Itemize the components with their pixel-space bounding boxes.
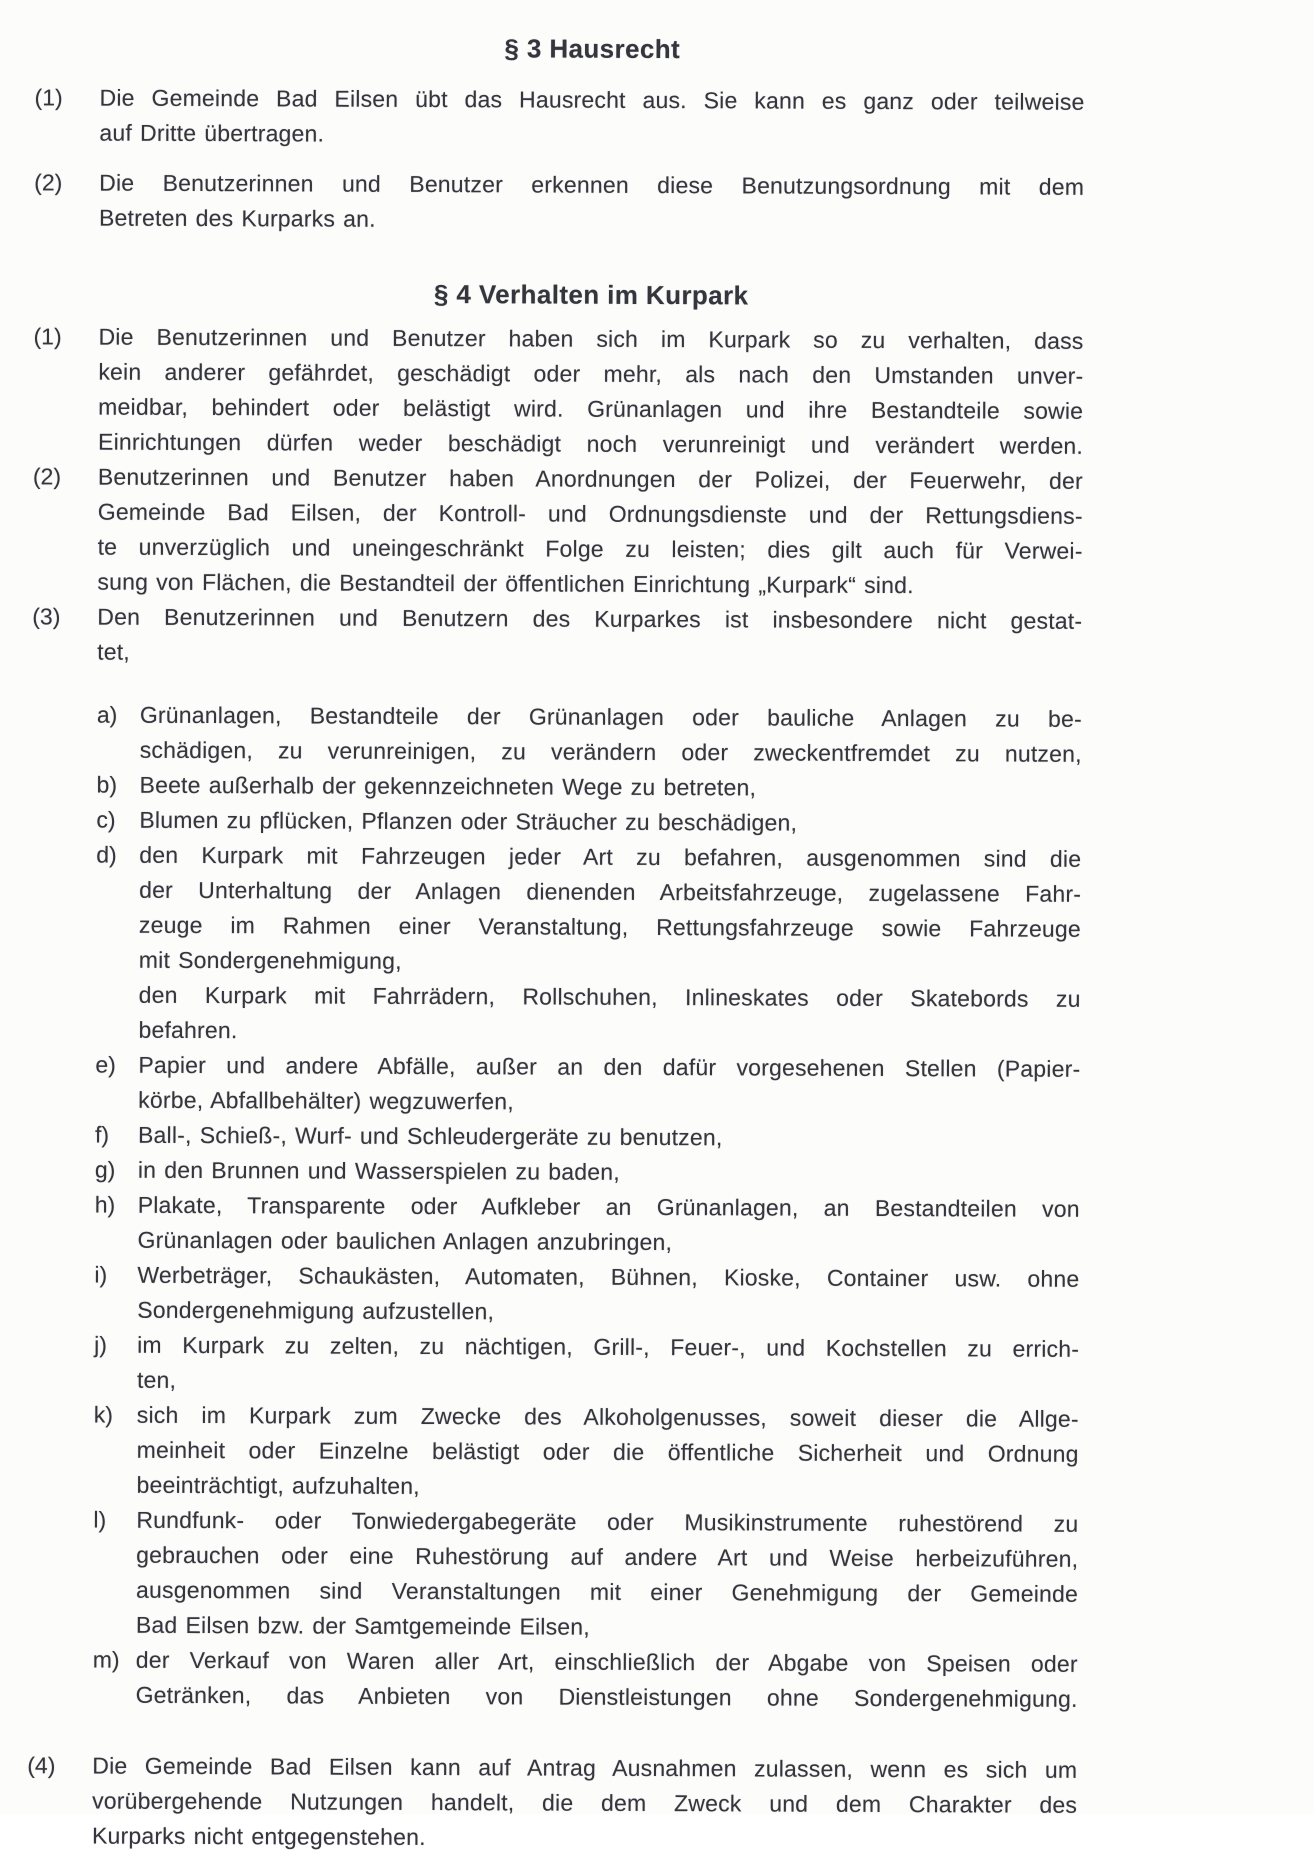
list-item-b xyxy=(96,768,1081,807)
text-line: beeinträchtigt, aufzuhalten, xyxy=(136,1471,420,1499)
paragraph-text xyxy=(98,320,1084,464)
list-item-marker: l) xyxy=(93,1506,107,1533)
text-line: Benutzerinnen und Benutzer haben Anordnungen der Polizei, der Feuerwehr, der xyxy=(97,463,1083,494)
paragraph-text xyxy=(92,1749,1077,1858)
paragraph-s3-1 xyxy=(34,80,1084,155)
paragraph-s4-1 xyxy=(33,319,1084,464)
text-line: gebrauchen oder eine Ruhestörung auf andere Art und Weise herbeizuführen, xyxy=(136,1541,1079,1572)
list-item-m xyxy=(93,1643,1078,1717)
text-line: ausgenommen sind Veranstaltungen mit einer Genehmigung der Gemeinde xyxy=(136,1576,1079,1607)
paragraph-marker: (2) xyxy=(34,169,63,196)
section-4-heading: § 4 Verhalten im Kurpark xyxy=(433,279,749,311)
section-3-heading: § 3 Hausrecht xyxy=(504,33,681,65)
text-line: Getränken, das Anbieten von Dienstleistungen ohne Sondergenehmigung. xyxy=(135,1681,1078,1712)
list-item-text xyxy=(138,1153,1080,1192)
list-item-marker: i) xyxy=(94,1261,108,1288)
text-line: mit Sondergenehmigung, xyxy=(138,946,402,974)
paragraph-s4-3 xyxy=(32,599,1082,674)
paragraph-text xyxy=(99,166,1084,240)
list-item-text xyxy=(136,1503,1079,1647)
text-line: Rundfunk- oder Tonwiedergabegeräte oder Musikinstrumente ruhestörend zu xyxy=(136,1506,1079,1537)
text-line: auf Dritte übertragen. xyxy=(99,119,325,147)
list-item-marker: a) xyxy=(96,701,118,728)
list-item-d xyxy=(95,838,1081,1052)
text-line: Die Benutzerinnen und Benutzer erkennen diese Benutzungsordnung mit dem xyxy=(99,169,1085,200)
list-item-text xyxy=(138,1118,1080,1157)
paragraph-marker: (4) xyxy=(27,1752,56,1779)
list-item-marker: c) xyxy=(96,806,116,833)
list-item-l xyxy=(93,1503,1079,1647)
list-item-c xyxy=(96,803,1081,842)
list-item-f xyxy=(95,1118,1080,1157)
paragraph-text xyxy=(97,600,1082,674)
text-line: Kurparks nicht entgegenstehen. xyxy=(91,1822,426,1851)
list-item-text xyxy=(136,1398,1078,1507)
list-item-marker: f) xyxy=(94,1121,110,1148)
paragraph-marker: (1) xyxy=(33,323,62,350)
text-line: Grünanlagen oder baulichen Anlagen anzubringen, xyxy=(137,1226,673,1256)
text-line: Grünanlagen, Bestandteile der Grünanlagen oder bauliche Anlagen zu be- xyxy=(139,701,1082,732)
list-item-i xyxy=(94,1258,1079,1332)
paragraph-s4-2 xyxy=(32,459,1083,604)
list-item-text xyxy=(137,1258,1079,1332)
text-line: Gemeinde Bad Eilsen, der Kontroll- und Ordnungsdienste und der Rettungsdiens- xyxy=(97,498,1083,529)
list-item-a xyxy=(97,698,1082,772)
text-line: befahren. xyxy=(138,1016,238,1044)
prohibition-list xyxy=(93,698,1082,1717)
list-item-text xyxy=(139,768,1081,807)
text-line: zeuge im Rahmen einer Veranstaltung, Rettungsfahrzeuge sowie Fahrzeuge xyxy=(138,911,1082,942)
list-item-text xyxy=(136,1643,1078,1717)
paragraph-s3-2 xyxy=(34,165,1084,240)
list-item-k xyxy=(93,1398,1078,1507)
list-item-text xyxy=(138,838,1081,1052)
text-line: Die Gemeinde Bad Eilsen kann auf Antrag Ausnahmen zulassen, wenn es sich um xyxy=(92,1752,1078,1783)
list-item-text xyxy=(137,1328,1079,1402)
text-line: Papier und andere Abfälle, außer an den dafür vorgesehenen Stellen (Papier- xyxy=(138,1051,1081,1082)
paragraph-marker: (3) xyxy=(32,603,61,630)
text-line: Bad Eilsen bzw. der Samtgemeinde Eilsen, xyxy=(135,1611,590,1640)
text-line: Beete außerhalb der gekennzeichneten Wege zu betreten, xyxy=(139,771,757,801)
list-item-marker: b) xyxy=(96,771,118,798)
text-line: im Kurpark zu zelten, zu nächtigen, Grill-, Feuer-, und Kochstellen zu errich- xyxy=(137,1331,1080,1362)
list-item-marker: j) xyxy=(94,1331,107,1358)
text-line: Ball-, Schieß-, Wurf- und Schleudergeräte zu benutzen, xyxy=(137,1121,723,1151)
text-line: sich im Kurpark zum Zwecke des Alkoholgenusses, soweit dieser die Allge- xyxy=(136,1401,1079,1432)
text-line: tet, xyxy=(97,638,130,665)
list-item-g xyxy=(95,1153,1080,1192)
text-line: Werbeträger, Schaukästen, Automaten, Bühnen, Kioske, Container usw. ohne xyxy=(137,1261,1080,1292)
text-line: Sondergenehmigung aufzustellen, xyxy=(137,1296,495,1325)
list-item-marker: m) xyxy=(92,1646,120,1673)
list-item-marker: k) xyxy=(93,1401,114,1428)
text-line: Einrichtungen dürfen weder beschädigt noch verunreinigt und verändert werden. xyxy=(98,428,1084,459)
text-line: kein anderer gefährdet, geschädigt oder mehr, als nach den Umstanden unver- xyxy=(98,358,1084,389)
list-item-marker: e) xyxy=(95,1051,116,1078)
text-line: in den Brunnen und Wasserspielen zu baden, xyxy=(137,1156,620,1185)
text-line: sung von Flächen, die Bestandteil der öffentlichen Einrichtung „Kurpark“ sind. xyxy=(97,568,914,599)
text-line: den Kurpark mit Fahrzeugen jeder Art zu befahren, ausgenommen sind die xyxy=(139,841,1082,872)
list-item-h xyxy=(95,1188,1080,1262)
text-line: vorübergehende Nutzungen handelt, die dem Zweck und dem Charakter des xyxy=(92,1787,1078,1818)
text-line: der Unterhaltung der Anlagen dienenden Arbeitsfahrzeuge, zugelassene Fahr- xyxy=(139,876,1082,907)
text-line: meidbar, behindert oder belästigt wird. Grünanlagen und ihre Bestandteile sowie xyxy=(98,393,1084,424)
text-line: Plakate, Transparente oder Aufkleber an Grünanlagen, an Bestandteilen von xyxy=(137,1191,1080,1222)
text-line: meinheit oder Einzelne belästigt oder die öffentliche Sicherheit und Ordnung xyxy=(136,1436,1079,1467)
text-line: ten, xyxy=(136,1366,177,1393)
paragraph-marker: (2) xyxy=(32,463,62,490)
text-line: Die Gemeinde Bad Eilsen übt das Hausrecht aus. Sie kann es ganz oder teilweise xyxy=(99,84,1085,115)
text-line: den Kurpark mit Fahrrädern, Rollschuhen, Inlineskates oder Skatebords zu xyxy=(138,981,1081,1012)
text-line: Den Benutzerinnen und Benutzern des Kurparkes ist insbesondere nicht gestat- xyxy=(97,603,1083,634)
text-line: körbe, Abfallbehälter) wegzuwerfen, xyxy=(138,1086,514,1115)
list-item-marker: g) xyxy=(94,1156,116,1183)
list-item-marker: d) xyxy=(96,841,117,868)
paragraph-marker: (1) xyxy=(34,84,63,111)
text-line: der Verkauf von Waren aller Art, einschließlich der Abgabe von Speisen oder xyxy=(135,1646,1078,1677)
list-item-marker: h) xyxy=(94,1191,116,1218)
list-item-text xyxy=(138,1188,1080,1262)
text-line: schädigen, zu verunreinigen, zu verändern oder zweckentfremdet zu nutzen, xyxy=(139,736,1082,767)
text-line: Die Benutzerinnen und Benutzer haben sich im Kurpark so zu verhalten, dass xyxy=(98,323,1084,354)
list-item-j xyxy=(94,1328,1079,1402)
paragraph-s4-4 xyxy=(27,1748,1077,1858)
text-line: Betreten des Kurparks an. xyxy=(98,204,376,232)
list-item-text xyxy=(138,1048,1080,1122)
list-item-text xyxy=(139,803,1081,842)
text-line: te unverzüglich und uneingeschränkt Folge zu leisten; dies gilt auch für Verwei- xyxy=(97,533,1083,564)
list-item-e xyxy=(95,1048,1080,1122)
text-line: Blumen zu pflücken, Pflanzen oder Sträucher zu beschädigen, xyxy=(139,806,798,836)
list-item-text xyxy=(140,698,1082,772)
paragraph-text xyxy=(97,460,1083,604)
paragraph-text xyxy=(99,81,1084,155)
